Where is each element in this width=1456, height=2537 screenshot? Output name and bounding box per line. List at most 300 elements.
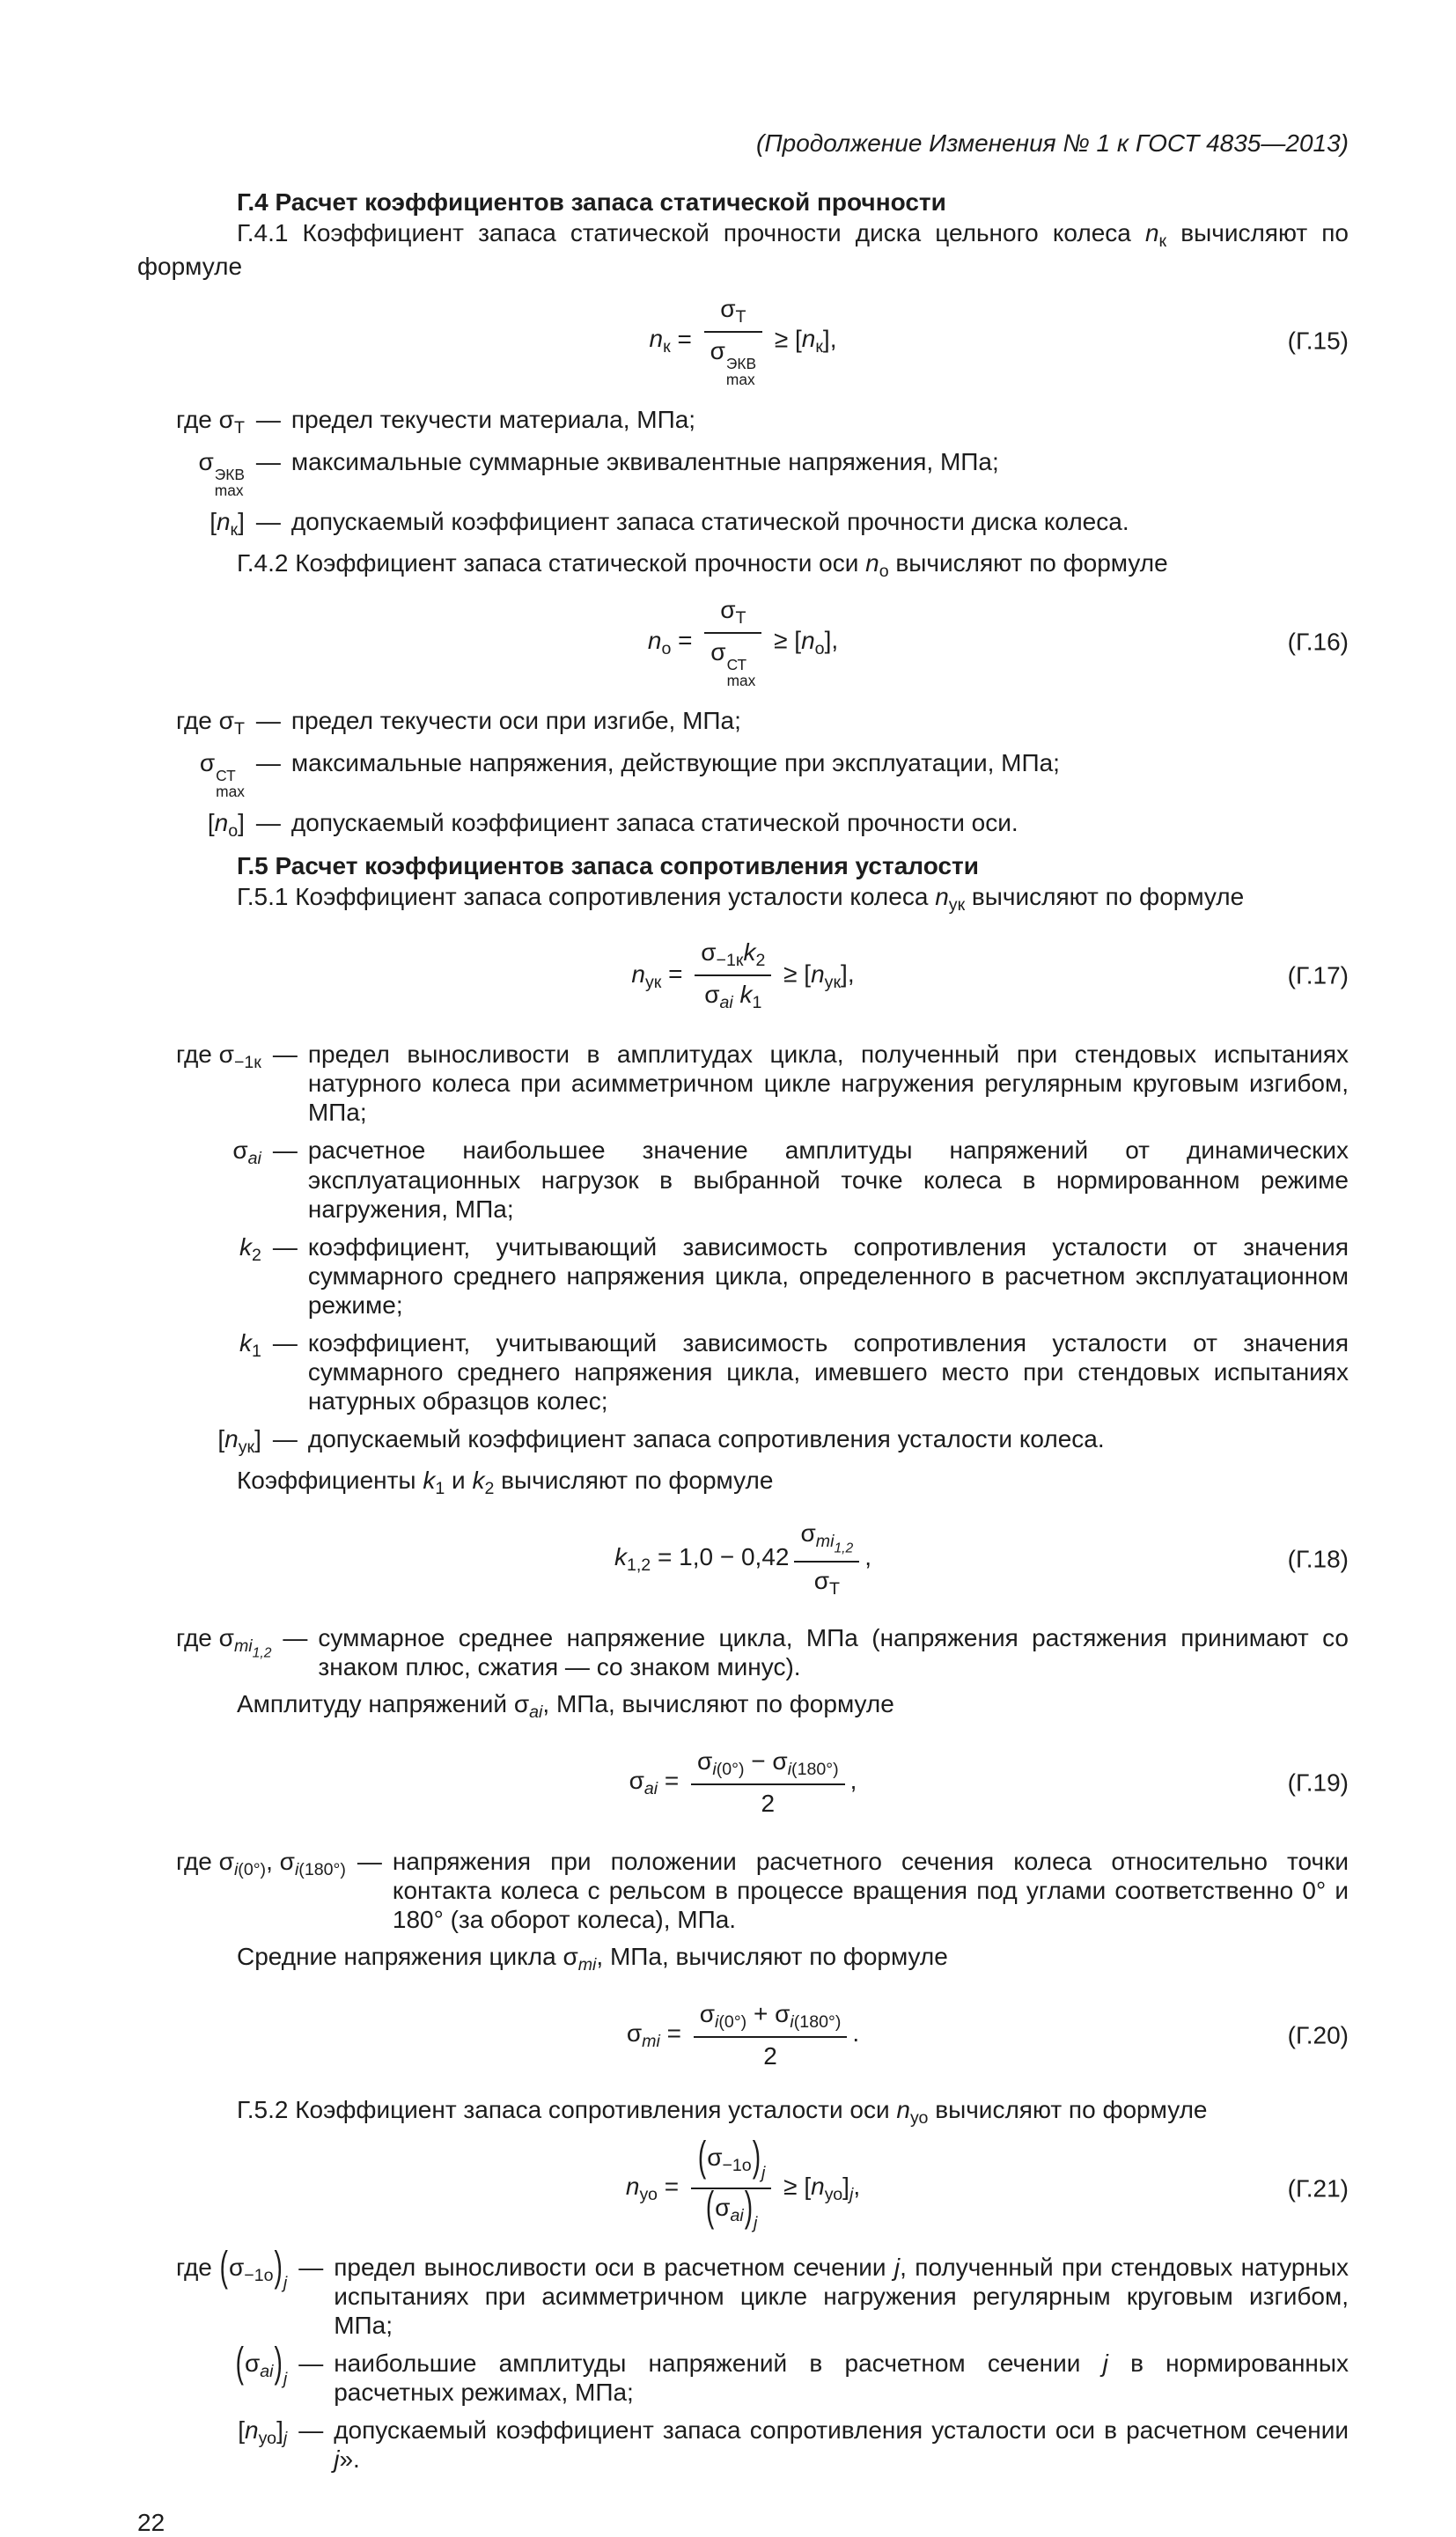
math-segment xyxy=(896,2095,929,2128)
formula-expression xyxy=(631,938,854,1013)
subscript: Т xyxy=(829,1578,840,1599)
text-run: n xyxy=(224,1424,239,1452)
formula-expression xyxy=(625,2133,861,2234)
text-run: σ xyxy=(218,1623,234,1651)
math-segment xyxy=(210,508,217,535)
fraction-denominator xyxy=(691,1785,845,1818)
subscript: j xyxy=(754,2213,758,2233)
definitions-list xyxy=(176,1035,1349,1461)
definition-term xyxy=(176,1420,261,1462)
math-segment xyxy=(823,325,837,352)
definitions-list xyxy=(176,1842,1349,1938)
math-segment xyxy=(801,325,823,357)
text-run: σ xyxy=(720,294,736,322)
open-paren: ( xyxy=(705,2182,715,2230)
math-segment xyxy=(308,1136,1349,1222)
subscript: 2 xyxy=(251,1245,261,1265)
subscript: 2 xyxy=(755,951,766,971)
math-segment xyxy=(218,707,245,739)
text-run: Амплитуду напряжений xyxy=(237,1689,514,1717)
text-run: = xyxy=(657,2173,686,2201)
definition-term xyxy=(176,1324,261,1420)
definition-row xyxy=(176,1420,1349,1462)
text-run: , xyxy=(864,1543,872,1571)
definition-row xyxy=(176,702,1349,744)
paren-content xyxy=(707,2144,752,2175)
math-segment xyxy=(767,627,801,654)
text-run: n xyxy=(801,626,815,654)
subscript: j xyxy=(283,2428,288,2448)
math-segment xyxy=(334,2349,1102,2377)
math-segment xyxy=(801,626,825,658)
dash-separator: — xyxy=(272,1328,298,1357)
subscript: ai xyxy=(719,993,733,1013)
math-segment xyxy=(746,2000,775,2027)
dash-separator: — xyxy=(272,1232,298,1261)
math-segment xyxy=(935,883,966,916)
text-run: ». xyxy=(339,2445,360,2474)
math-segment xyxy=(825,627,839,654)
text-run: предел текучести материала, МПа; xyxy=(290,406,696,434)
text-run: предел текучести оси при изгибе, МПа; xyxy=(290,707,741,735)
formula-number: (Г.19) xyxy=(1287,1769,1349,1797)
math-segment xyxy=(208,809,215,836)
formula xyxy=(137,1735,1349,1830)
fraction-denominator xyxy=(695,976,771,1013)
math-segment xyxy=(276,2416,288,2448)
where-word: где xyxy=(176,1847,219,1875)
definition-row xyxy=(176,2338,1349,2411)
math-segment xyxy=(513,1689,543,1722)
math-segment xyxy=(237,188,946,216)
text-run: = xyxy=(671,626,700,654)
fraction-numerator xyxy=(695,938,771,976)
paragraph xyxy=(137,218,1349,281)
text-run: Г.5 Расчет коэффициентов запаса сопротивления усталости xyxy=(237,852,979,880)
text-run: = xyxy=(658,1767,687,1795)
math-segment xyxy=(697,2133,766,2183)
document-body xyxy=(137,188,1349,2478)
math-segment xyxy=(218,406,245,438)
subscript: −1о xyxy=(244,2265,274,2285)
fraction-numerator xyxy=(794,1519,859,1563)
definition-row xyxy=(176,1035,1349,1131)
stacked-scripts xyxy=(215,467,245,498)
text-run: , полученный при стендовых натурных испытаниях при асимметричном цикле нагружения регулярным круговым изгибом, МПа; xyxy=(334,2253,1349,2339)
math-segment xyxy=(445,1467,472,1494)
math-segment xyxy=(238,809,245,836)
math-segment xyxy=(614,1543,651,1575)
math-segment xyxy=(671,627,699,654)
text-run: вычисляют по формуле xyxy=(137,219,1349,281)
definition-text xyxy=(291,503,1349,545)
definition-row xyxy=(176,1324,1349,1420)
where-word: где xyxy=(176,406,219,434)
subscript: max xyxy=(725,370,755,388)
text-run: [ xyxy=(207,809,215,837)
text-run: n xyxy=(1144,219,1159,247)
math-segment xyxy=(228,2253,274,2285)
running-header: (Продолжение Изменения № 1 к ГОСТ 4835—2013) xyxy=(756,129,1349,157)
definition-term xyxy=(176,1228,261,1324)
math-segment xyxy=(671,325,699,352)
subscript: 1 xyxy=(752,993,762,1013)
text-run: σ xyxy=(218,406,234,434)
text-run: σ xyxy=(244,2349,261,2377)
math-segment xyxy=(733,981,740,1008)
page-content xyxy=(137,129,1349,2537)
math-segment xyxy=(291,406,695,433)
stacked-scripts xyxy=(726,356,756,387)
text-run: = xyxy=(659,2019,688,2048)
math-segment xyxy=(308,1041,1349,1126)
dash-separator: — xyxy=(255,749,281,777)
text-run: [ xyxy=(238,2416,246,2444)
formula-number: (Г.20) xyxy=(1287,2021,1349,2049)
text-run: σ xyxy=(198,448,214,476)
math-segment xyxy=(217,1425,224,1452)
math-segment xyxy=(232,1136,261,1169)
math-segment xyxy=(279,1847,346,1879)
fraction-numerator xyxy=(691,2133,772,2189)
text-run: σ xyxy=(629,1767,644,1795)
definition-term xyxy=(176,2242,288,2344)
open-paren: ( xyxy=(235,2338,244,2386)
subscript: ук xyxy=(238,1437,255,1457)
math-segment xyxy=(291,749,1060,776)
text-run: (180°) xyxy=(791,1760,839,1780)
subscript: mi1,2 xyxy=(815,1531,854,1556)
text-run: i xyxy=(712,1760,717,1780)
text-run: [ xyxy=(210,508,217,536)
text-run: = xyxy=(661,960,690,988)
math-segment xyxy=(850,1767,857,1794)
definitions-list xyxy=(176,1619,1349,1686)
math-segment xyxy=(235,2338,288,2389)
math-segment xyxy=(237,219,1145,246)
text-run: максимальные напряжения, действующие при эксплуатации, МПа; xyxy=(290,749,1060,777)
subscript: −1к xyxy=(716,951,744,971)
math-segment xyxy=(563,1942,597,1974)
text-run: , МПа, вычисляют по формуле xyxy=(542,1689,894,1717)
close-paren: ) xyxy=(744,2182,754,2230)
text-run: ≥ [ xyxy=(768,325,802,353)
subscript: уо xyxy=(258,2428,277,2448)
text-run: σ xyxy=(228,2253,245,2281)
close-paren: ) xyxy=(274,2242,283,2290)
formula-expression xyxy=(614,1519,871,1599)
math-segment xyxy=(308,1329,1349,1415)
text-run: n xyxy=(896,2095,910,2123)
text-run: ] xyxy=(238,809,245,837)
math-segment xyxy=(237,883,935,910)
subscript: о xyxy=(228,821,239,842)
subscript: 1,2 xyxy=(626,1555,651,1575)
definition-text xyxy=(308,1228,1349,1324)
text-run: σ xyxy=(707,2144,723,2172)
math-segment xyxy=(318,1624,1349,1680)
math-segment xyxy=(699,2000,747,2033)
dash-separator: — xyxy=(255,809,281,837)
fraction xyxy=(695,938,771,1013)
text-run: . xyxy=(852,2019,860,2048)
formula-expression xyxy=(627,1999,859,2070)
formula-expression xyxy=(648,595,838,688)
fraction xyxy=(691,2133,772,2234)
subscript: mi xyxy=(577,1954,597,1974)
definition-term xyxy=(176,702,245,744)
math-segment xyxy=(772,1747,839,1780)
math-segment xyxy=(238,2416,245,2444)
definition-text xyxy=(291,702,1349,744)
subscript: Т xyxy=(233,719,245,739)
definition-row xyxy=(176,804,1349,846)
where-word: где xyxy=(176,707,219,735)
formula xyxy=(137,293,1349,388)
text-run: k xyxy=(239,1328,252,1357)
math-segment xyxy=(965,883,1244,910)
math-segment xyxy=(237,1467,423,1494)
fraction xyxy=(691,1746,845,1818)
math-segment xyxy=(800,1519,854,1556)
math-segment xyxy=(775,2000,842,2033)
text-run: k xyxy=(239,1232,252,1261)
superscript: ЭКВ xyxy=(214,465,245,483)
fraction-denominator xyxy=(794,1563,859,1599)
math-segment xyxy=(720,294,746,327)
text-run: допускаемый коэффициент запаса статической прочности оси. xyxy=(290,809,1018,837)
math-segment xyxy=(216,508,239,540)
text-run: i xyxy=(787,1760,792,1780)
math-segment xyxy=(237,549,865,577)
math-segment xyxy=(629,1767,658,1799)
subscript: ук xyxy=(644,972,662,992)
subscript: о xyxy=(814,638,825,658)
math-segment xyxy=(199,749,245,801)
subscript: max xyxy=(726,672,756,690)
text-run: σ xyxy=(710,638,726,666)
definition-term xyxy=(176,2338,288,2411)
text-run: вычисляют по формуле xyxy=(928,2095,1208,2123)
fraction xyxy=(794,1519,859,1599)
math-segment xyxy=(715,2193,744,2225)
math-segment xyxy=(308,1425,1105,1452)
formula-number: (Г.17) xyxy=(1287,961,1349,989)
formula-number: (Г.18) xyxy=(1287,1545,1349,1573)
math-segment xyxy=(701,938,744,971)
math-segment xyxy=(237,1943,563,1970)
math-segment xyxy=(658,1767,686,1794)
math-segment xyxy=(710,336,757,388)
text-run: ≥ [ xyxy=(776,960,812,988)
math-segment xyxy=(1144,219,1167,251)
text-run: вычисляют по формуле xyxy=(888,549,1168,577)
formula xyxy=(137,594,1349,689)
math-segment xyxy=(660,2019,688,2047)
text-run: i xyxy=(233,1859,239,1879)
definition-row xyxy=(176,1131,1349,1227)
math-segment xyxy=(218,1847,267,1879)
math-segment xyxy=(291,508,1129,535)
math-segment xyxy=(889,549,1168,577)
math-segment xyxy=(658,2173,686,2200)
definition-text xyxy=(334,2411,1349,2478)
subscript: j xyxy=(283,2369,288,2389)
stacked-scripts xyxy=(216,768,245,799)
text-run: предел выносливости в амплитудах цикла, полученный при стендовых испытаниях натурного колеса при асимметричном цикле нагружения регулярным круговым изгибом, МПа; xyxy=(307,1041,1349,1127)
math-segment xyxy=(237,852,979,879)
section-heading xyxy=(137,188,1349,217)
definition-term xyxy=(176,1842,346,1938)
subscript: к xyxy=(1158,231,1167,251)
dash-separator: — xyxy=(255,406,281,434)
text-run: k xyxy=(743,938,756,967)
subscript xyxy=(788,1760,839,1779)
definition-row xyxy=(176,1842,1349,1938)
subscript xyxy=(790,2012,841,2032)
math-segment xyxy=(291,448,999,475)
subscript: ai xyxy=(260,2361,274,2381)
subscript: ai xyxy=(247,1149,261,1169)
subscript: j xyxy=(283,2273,288,2293)
definition-text xyxy=(393,1842,1349,1938)
text-run: n xyxy=(214,809,229,837)
subscript: Т xyxy=(735,608,746,628)
subscript: 1 xyxy=(251,1341,261,1361)
definition-term xyxy=(176,401,245,443)
text-run: σ xyxy=(199,749,216,777)
text-run: n xyxy=(801,325,816,353)
formula xyxy=(137,1511,1349,1607)
paragraph xyxy=(137,548,1349,582)
text-run: ], xyxy=(822,325,837,353)
fraction-numerator xyxy=(704,294,762,333)
text-run: σ xyxy=(813,1566,829,1594)
text-run: σ xyxy=(720,596,736,624)
text-run: ] xyxy=(254,1424,261,1452)
text-run: ≥ [ xyxy=(767,626,802,654)
subscript: к xyxy=(230,520,239,540)
text-run: ] xyxy=(276,2416,283,2444)
math-segment xyxy=(776,2173,811,2200)
math-segment xyxy=(542,1690,893,1717)
text-run: σ xyxy=(699,2000,716,2028)
text-run: суммарное среднее напряжение цикла, МПа (напряжения растяжения принимают со знаком плюс, сжатия — со знаком минус). xyxy=(318,1623,1349,1680)
text-run: Г.4.2 Коэффициент запаса статической прочности оси xyxy=(237,549,866,577)
text-run: 2 xyxy=(763,2042,777,2070)
text-run: Г.5.2 Коэффициент запаса сопротивления усталости оси xyxy=(237,2095,897,2123)
subscript xyxy=(234,1860,266,1879)
math-segment xyxy=(239,1328,261,1361)
subscript: max xyxy=(216,783,245,801)
text-run: в нормированных расчетных режимах, МПа; xyxy=(334,2349,1349,2406)
text-run: k xyxy=(423,1466,436,1494)
text-run: ], xyxy=(841,960,855,988)
text-run: σ xyxy=(697,1747,713,1776)
dash-separator: — xyxy=(298,2416,324,2444)
math-segment xyxy=(334,2254,894,2281)
dash-separator: — xyxy=(298,2349,324,2377)
paragraph xyxy=(137,1942,1349,1975)
fraction xyxy=(694,1999,848,2070)
subscript: −1о xyxy=(722,2155,752,2175)
dash-separator: — xyxy=(283,1623,308,1651)
text-run: 2 xyxy=(761,1790,776,1818)
text-run: j xyxy=(1102,2349,1108,2377)
formula-expression xyxy=(650,294,837,387)
math-segment xyxy=(763,2042,777,2070)
paragraph xyxy=(137,1466,1349,1499)
text-run: n xyxy=(647,626,662,654)
text-run: σ xyxy=(279,1847,295,1875)
definition-row xyxy=(176,503,1349,545)
math-segment xyxy=(761,1790,776,1817)
text-run: n xyxy=(811,2173,825,2201)
text-run: σ xyxy=(775,2000,791,2028)
definition-row xyxy=(176,2242,1349,2344)
math-segment xyxy=(237,1690,514,1717)
definition-text xyxy=(334,2344,1349,2411)
definition-term xyxy=(176,1035,261,1131)
text-run: n xyxy=(649,325,664,353)
text-run: (0°) xyxy=(718,2012,747,2033)
fraction-numerator xyxy=(691,1746,845,1785)
math-segment xyxy=(720,596,746,628)
text-run: коэффициент, учитывающий зависимость сопротивления усталости от значения суммарного среднего напряжения цикла, имевшего место при стендовых испытаниях натурных образцов колес; xyxy=(307,1328,1349,1415)
subscript: к xyxy=(815,337,823,357)
formula xyxy=(137,928,1349,1023)
text-run: наибольшие амплитуды напряжений в расчетном сечении xyxy=(334,2349,1103,2377)
definition-text xyxy=(308,1324,1349,1420)
text-run: вычисляют по формуле xyxy=(965,883,1245,911)
text-run: σ xyxy=(218,707,234,735)
text-run: = xyxy=(670,325,699,353)
subscript xyxy=(295,1860,346,1879)
text-run: (180°) xyxy=(793,2012,842,2033)
text-run: n xyxy=(935,883,949,911)
paren-content xyxy=(244,2349,274,2381)
text-run: предел выносливости оси в расчетном сечении xyxy=(334,2253,894,2281)
subscript: уо xyxy=(909,2107,929,2128)
superscript: СТ xyxy=(726,655,747,673)
definitions-list xyxy=(176,401,1349,545)
definition-term xyxy=(176,1619,271,1686)
subscript: 2 xyxy=(484,1478,495,1498)
math-segment xyxy=(334,2416,1349,2444)
text-run: максимальные суммарные эквивалентные напряжения, МПа; xyxy=(290,448,999,476)
math-segment xyxy=(626,2019,660,2052)
dash-separator: — xyxy=(357,1847,382,1875)
text-run: Коэффициенты xyxy=(237,1466,423,1494)
sub-subscript: 1,2 xyxy=(834,1541,854,1556)
text-run: j xyxy=(893,2253,901,2281)
text-run: допускаемый коэффициент запаса сопротивления усталости оси в расчетном сечении xyxy=(334,2416,1349,2444)
text-run: напряжения при положении расчетного сечения колеса относительно точки контакта колеса с рельсом в процессе вращения под углами соответственно 0° и 180° (за оборот колеса), МПа. xyxy=(392,1847,1349,1933)
text-run: n xyxy=(245,2416,259,2444)
definition-text xyxy=(308,1131,1349,1227)
math-segment xyxy=(237,2096,896,2123)
definition-text xyxy=(318,1619,1349,1686)
definition-term xyxy=(176,744,245,804)
math-segment xyxy=(339,2445,359,2473)
math-segment xyxy=(811,960,842,992)
subscript: −1к xyxy=(233,1053,261,1073)
formula-expression xyxy=(629,1746,857,1818)
text-run: Средние напряжения цикла xyxy=(237,1942,563,1970)
text-run: n xyxy=(865,549,879,577)
definition-text xyxy=(291,401,1349,443)
text-run: коэффициент, учитывающий зависимость сопротивления усталости от значения суммарного среднего напряжения цикла, определенного в расчетном эксплуатационном режиме; xyxy=(307,1232,1349,1319)
